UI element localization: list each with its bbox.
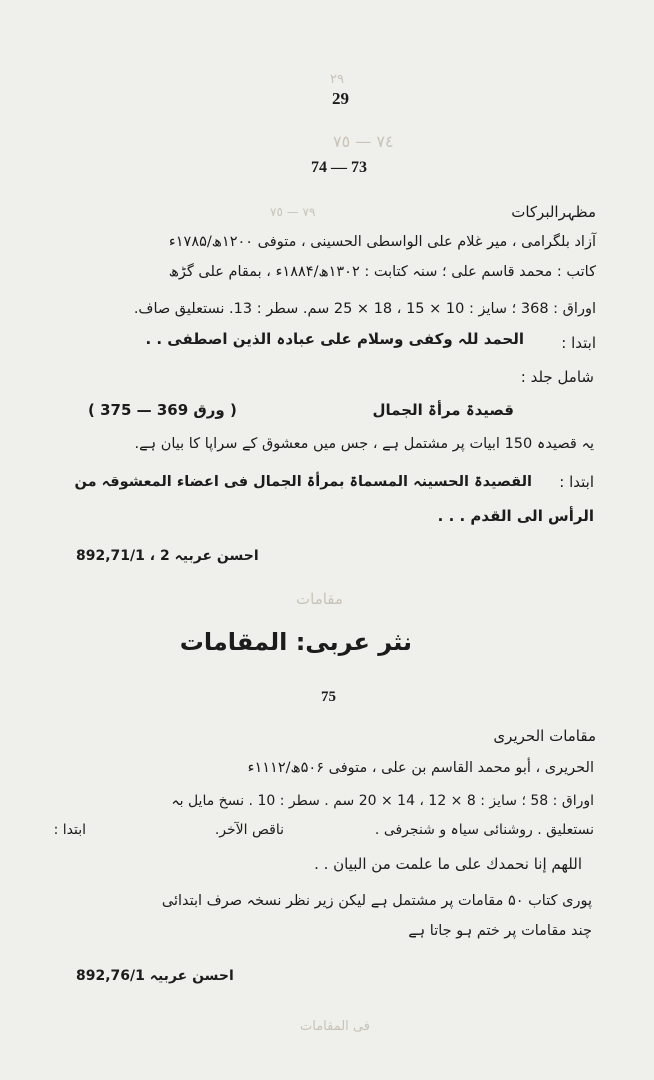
defect-note: ناقص الآخر.	[214, 822, 284, 838]
includes-label: شامل جلد :	[520, 368, 594, 386]
entry-title: مقامات الحریری	[493, 727, 596, 745]
author-line: آزاد بلگرامی ، میر غلام علی الواسطی الحسینی ، متوفی ۱۲۰۰ھ/۱۷۸۵ء	[168, 234, 596, 250]
physical-description-line-1: اوراق : 58 ؛ سایز : 8 × 12 ، 14 × 20 سم . سطر : 10 . نسخ مایل بہ	[171, 793, 594, 809]
entry-title: مظہرالبرکات	[511, 203, 596, 221]
physical-description: اوراق : 368 ؛ سایز : 10 × 15 ، 18 × 25 سم. سطر : 13. نستعلیق صاف.	[133, 301, 596, 317]
qasida-incipit-line-1: القصیدۃ الحسینہ المسماۃ بمرأۃ الجمال فی اعضاء المعشوقہ من	[74, 474, 532, 490]
incipit-text: اللهم إنا نحمدك على ما علمت من البيان . .	[314, 855, 582, 873]
faint-mid-mark: مقامات	[296, 590, 343, 608]
note-line-1: پوری کتاب ۵۰ مقامات پر مشتمل ہے لیکن زیر نظر نسخہ صرف ابتدائی	[161, 893, 592, 909]
incipit-label: ابتدا :	[53, 822, 86, 838]
faint-page-mark: ٢٩	[330, 72, 344, 87]
entry-number: 75	[321, 689, 336, 705]
faint-bottom-mark: فی المقامات	[300, 1019, 370, 1034]
section-heading: نثر عربی: المقامات	[179, 628, 412, 656]
page-number: 29	[332, 89, 349, 108]
qasida-leaves: ( ورق 369 — 375 )	[88, 401, 237, 419]
incipit-text: الحمد للہ وکفی وسلام علی عبادہ الذین اصطفی . .	[145, 330, 524, 348]
shelfmark-1: احسن عربیہ 2 ، 892,71/1	[76, 548, 259, 564]
qasida-incipit-label: ابتدا :	[559, 473, 594, 491]
shelfmark-2: احسن عربیہ 892,76/1	[76, 968, 234, 984]
qasida-incipit-line-2: الرأس الی القدم . . .	[437, 507, 594, 525]
note-line-2: چند مقامات پر ختم ہو جاتا ہے	[408, 923, 592, 939]
entry-range: 74 — 73	[311, 159, 367, 176]
qasida-description: یہ قصیدہ 150 ابیات پر مشتمل ہے ، جس میں معشوق کے سراپا کا بیان ہے.	[134, 436, 594, 452]
author-line: الحریری ، أبو محمد القاسم بن علی ، متوفی ۵۰۶ھ/۱۱۱۲ء	[247, 760, 594, 776]
physical-description-line-2: نستعلیق . روشنائی سیاہ و شنجرفی .	[374, 822, 594, 838]
faint-range-mark: ٧٤ — ٧٥	[333, 132, 394, 151]
qasida-title: قصیدۃ مرأۃ الجمال	[372, 401, 514, 419]
faint-range-side-mark: ٧٩ — ٧٥	[270, 205, 316, 219]
incipit-label: ابتدا :	[561, 334, 596, 352]
scribe-line: کاتب : محمد قاسم علی ؛ سنہ کتابت : ۱۳۰۲ھ/۱۸۸۴ء ، بمقام علی گڑھ	[168, 264, 596, 280]
